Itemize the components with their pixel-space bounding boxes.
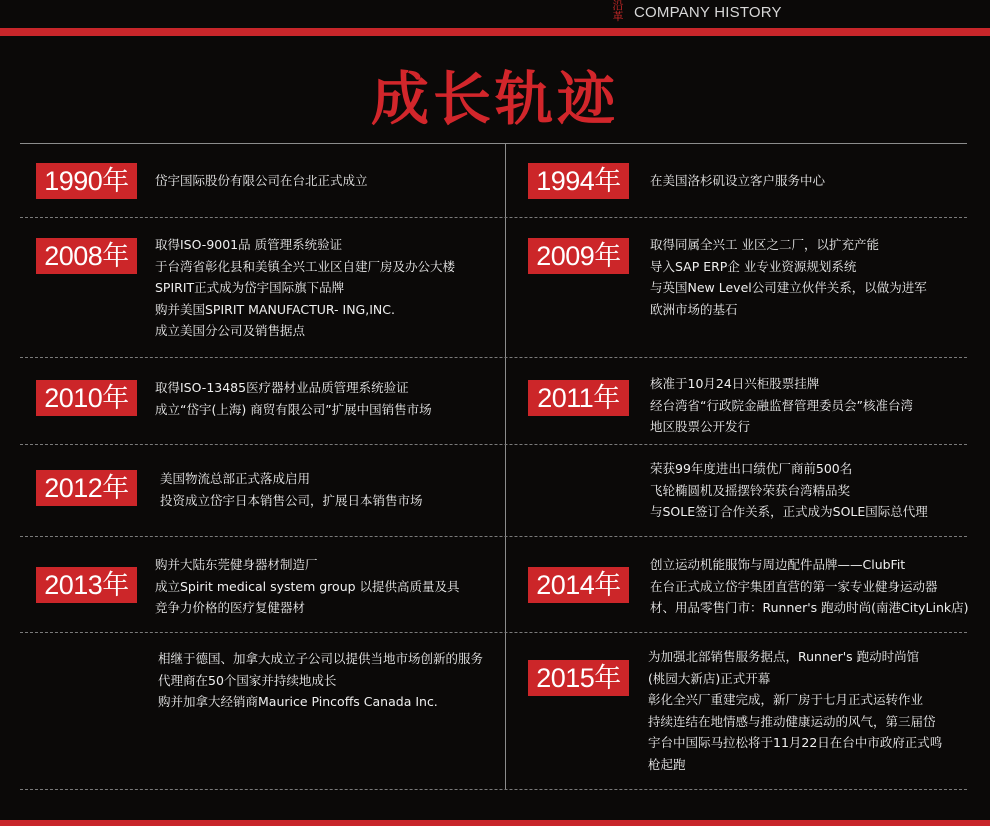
year-badge-2015: 2015年 bbox=[528, 660, 629, 696]
milestone-text-1990: 岱宇国际股份有限公司在台北正式成立 bbox=[155, 173, 368, 188]
milestone-text-2010: 取得ISO-13485医疗器材业品质管理系统验证 成立“岱宇(上海) 商贸有限公司”扩展中国销售市场 bbox=[155, 380, 432, 417]
row-divider bbox=[20, 536, 967, 537]
year-badge-2008: 2008年 bbox=[36, 238, 137, 274]
milestone-text-awards: 荣获99年度进出口绩优厂商前500名 飞轮椭圆机及摇摆铃荣获台湾精品奖 与SOLE签订合作关系，正式成为SOLE国际总代理 bbox=[650, 461, 928, 519]
bottom-red-rule bbox=[0, 820, 990, 826]
history-label-cn: 沿革 bbox=[612, 0, 624, 23]
row-divider bbox=[20, 217, 967, 218]
milestone-text-2012: 美国物流总部正式落成启用 投资成立岱宇日本销售公司，扩展日本销售市场 bbox=[160, 471, 423, 508]
milestone-text-expansion: 相继于德国、加拿大成立子公司以提供当地市场创新的服务 代理商在50个国家并持续地成长 购并加拿大经销商Maurice Pincoffs Canada Inc. bbox=[158, 651, 484, 709]
year-badge-2013: 2013年 bbox=[36, 567, 137, 603]
row-divider bbox=[20, 789, 967, 790]
milestone-text-2008: 取得ISO-9001品 质管理系统验证 于台湾省彰化县和美镇全兴工业区自建厂房及办公大楼 SPIRIT正式成为岱宇国际旗下品牌 购并美国SPIRIT MANUFACTUR- ING,INC. 成立美国分公司及销售据点 bbox=[155, 237, 456, 338]
year-badge-2010: 2010年 bbox=[36, 380, 137, 416]
milestone-text-1994: 在美国洛杉矶设立客户服务中心 bbox=[650, 173, 826, 188]
timeline-center-divider bbox=[505, 144, 506, 790]
milestone-text-2011: 核准于10月24日兴柜股票挂牌 经台湾省“行政院金融监督管理委员会”核准台湾 地区股票公开发行 bbox=[650, 376, 913, 434]
milestone-text-2014: 创立运动机能服饰与周边配件品牌——ClubFit 在台正式成立岱宇集团直营的第一家专业健身运动器 材、用品零售门市：Runner's 跑动时尚(南港CityLink店) bbox=[650, 557, 969, 615]
milestone-text-2009: 取得同属全兴工 业区之二厂，以扩充产能 导入SAP ERP企 业专业资源规划系统 与英国New Level公司建立伙伴关系，以做为进军 欧洲市场的基石 bbox=[650, 237, 927, 317]
page-title: 成长轨迹 bbox=[370, 65, 619, 133]
year-badge-1994: 1994年 bbox=[528, 163, 629, 199]
row-divider bbox=[20, 357, 967, 358]
milestone-text-2015: 为加强北部销售服务据点，Runner's 跑动时尚馆 (桃园大新店)正式开幕 彰化全兴厂重建完成，新厂房于七月正式运转作业 持续连结在地情感与推动健康运动的风气，第三届岱 宇台中国际马拉松将于11月22日在台中市政府正式鸣 枪起跑 bbox=[648, 649, 943, 772]
year-badge-2011: 2011年 bbox=[528, 380, 629, 416]
year-badge-2012: 2012年 bbox=[36, 470, 137, 506]
row-divider bbox=[20, 444, 967, 445]
year-badge-1990: 1990年 bbox=[36, 163, 137, 199]
year-badge-2014: 2014年 bbox=[528, 567, 629, 603]
header-bar bbox=[0, 0, 990, 30]
row-divider bbox=[20, 632, 967, 633]
timeline-top-divider bbox=[20, 143, 967, 144]
milestone-text-2013: 购并大陆东莞健身器材制造厂 成立Spirit medical system group 以提供高质量及具 竞争力价格的医疗复健器材 bbox=[155, 557, 460, 615]
history-label-en: COMPANY HISTORY bbox=[634, 4, 782, 21]
top-red-rule bbox=[0, 28, 990, 36]
year-badge-2009: 2009年 bbox=[528, 238, 629, 274]
